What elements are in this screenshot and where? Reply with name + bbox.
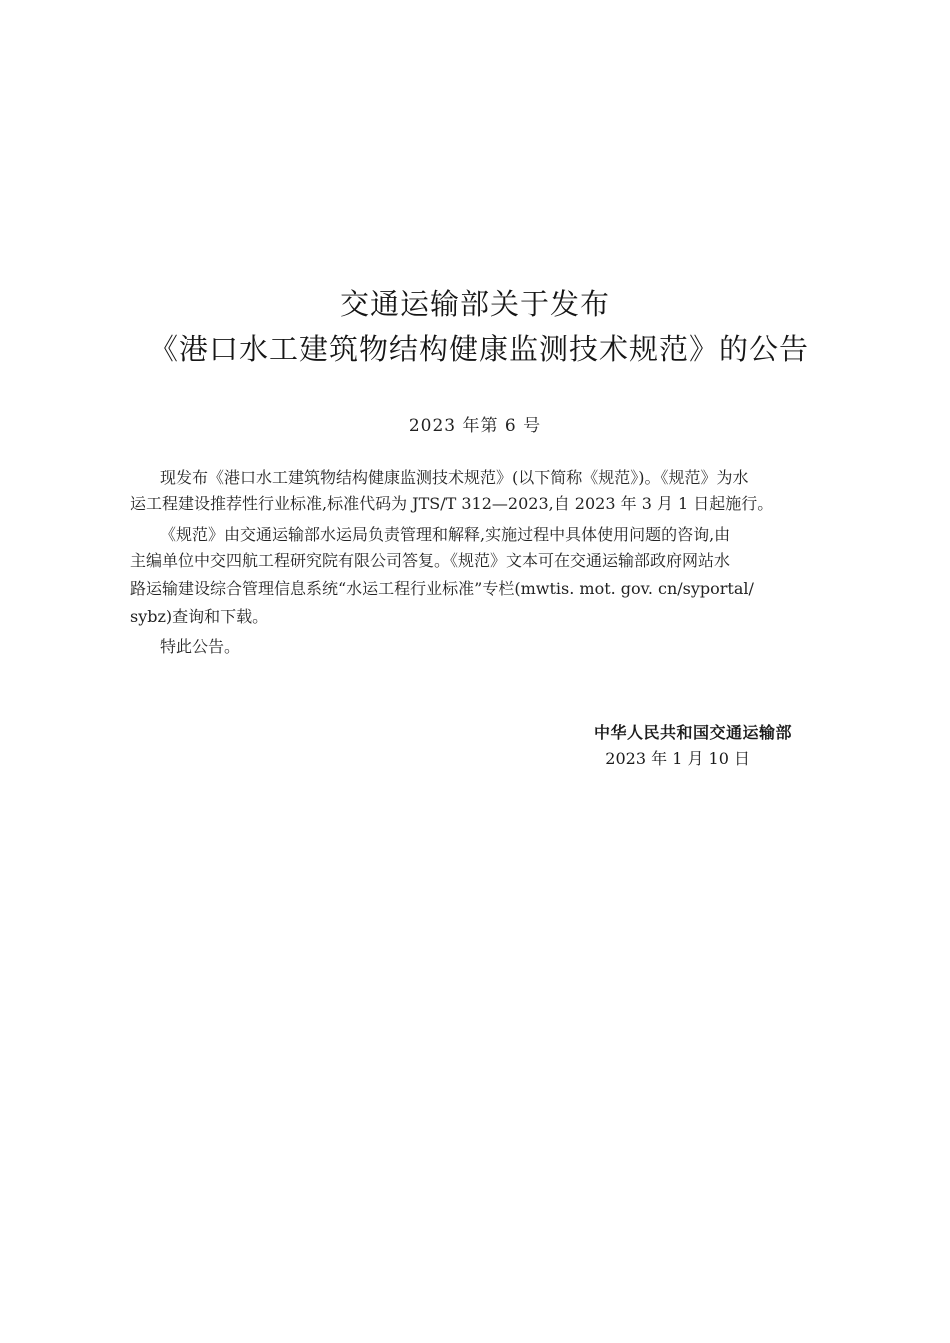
paragraph-1-line-1: 现发布《港口水工建筑物结构健康监测技术规范》(以下简称《规范》)。《规范》为水 — [160, 468, 749, 487]
issuing-organization: 中华人民共和国交通运输部 — [593, 723, 792, 742]
paragraph-3: 特此公告。 — [160, 637, 241, 656]
title-line-2: 《港口水工建筑物结构健康监测技术规范》的公告 — [148, 332, 809, 366]
paragraph-2-line-3: 路运输建设综合管理信息系统“水运工程行业标准”专栏(mwtis. mot. gov. cn/syportal/ — [130, 579, 754, 598]
document-number: 2023 年第 6 号 — [408, 416, 542, 436]
paragraph-2-line-1: 《规范》由交通运输部水运局负责管理和解释,实施过程中具体使用问题的咨询,由 — [160, 525, 731, 544]
paragraph-2-line-4: sybz)查询和下载。 — [130, 607, 269, 626]
title-line-1: 交通运输部关于发布 — [339, 287, 610, 321]
paragraph-1-line-2: 运工程建设推荐性行业标准,标准代码为 JTS/T 312—2023,自 2023 年 3 月 1 日起施行。 — [130, 494, 774, 513]
issue-date: 2023 年 1 月 10 日 — [605, 749, 750, 768]
paragraph-2-line-2: 主编单位中交四航工程研究院有限公司答复。《规范》文本可在交通运输部政府网站水 — [130, 551, 731, 570]
